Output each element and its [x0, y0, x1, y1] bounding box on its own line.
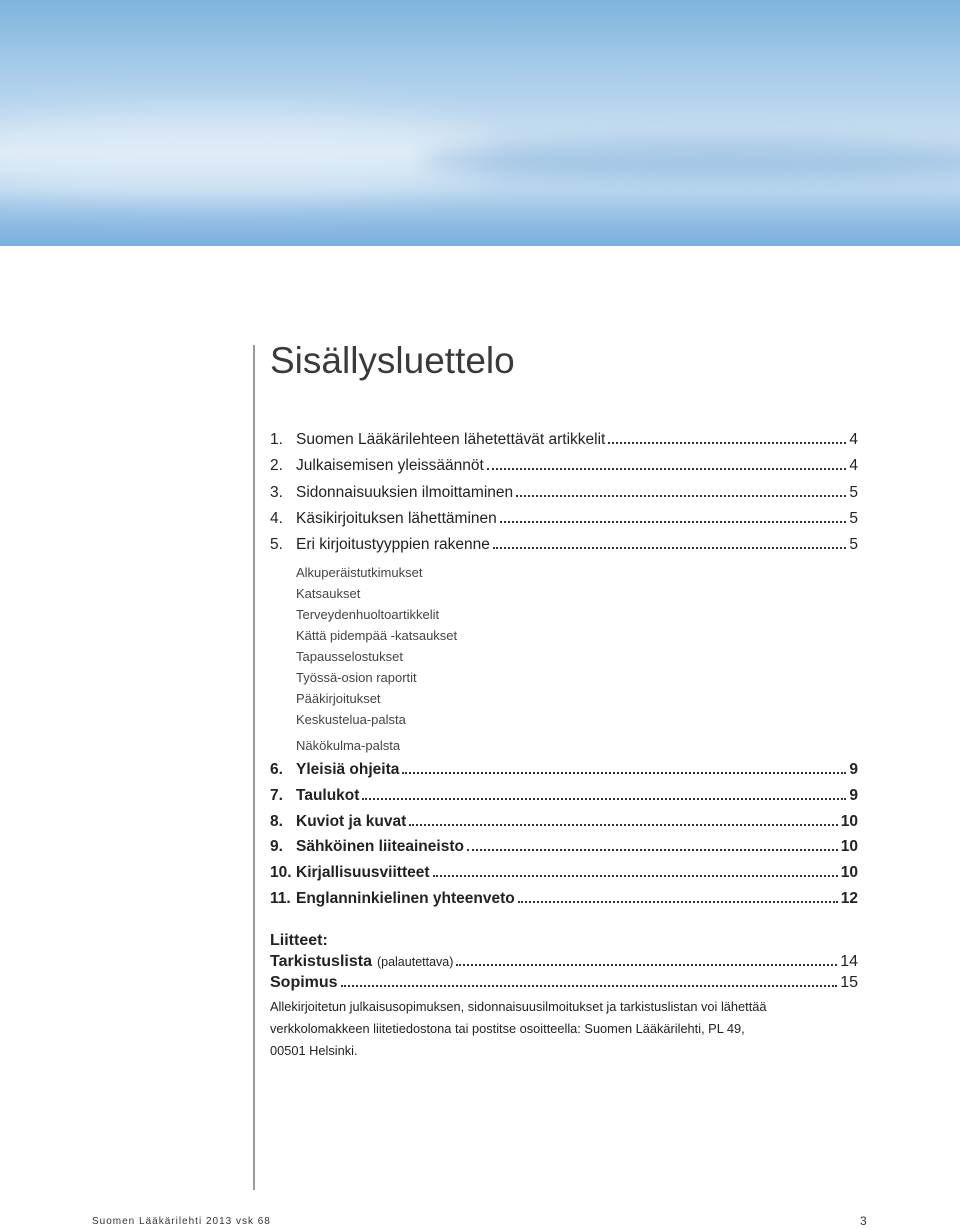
dot-leader	[402, 772, 846, 774]
dot-leader	[362, 798, 846, 800]
toc-entry-label: Käsikirjoituksen lähettäminen	[296, 510, 497, 527]
toc-subentry[interactable]: Näkökulma-palsta	[296, 738, 401, 753]
toc-entry-number: 4.	[270, 510, 283, 527]
toc-subentry[interactable]: Pääkirjoitukset	[296, 691, 381, 706]
toc-entry-label: Eri kirjoitustyyppien rakenne	[296, 536, 490, 553]
toc-entry-page: 5	[849, 536, 858, 553]
toc-entry-page: 9	[849, 787, 858, 804]
toc-entry-10[interactable]	[270, 864, 858, 886]
toc-entry-number: 5.	[270, 536, 283, 553]
dot-leader	[456, 964, 837, 966]
footer-publication: Suomen Lääkärilehti 2013 vsk 68	[92, 1216, 271, 1227]
toc-entry-number: 8.	[270, 813, 283, 830]
header-sky-image	[0, 0, 960, 246]
toc-entry-page: 9	[849, 761, 858, 778]
toc-subentry[interactable]: Keskustelua-palsta	[296, 712, 406, 727]
toc-entry-3[interactable]	[270, 484, 858, 506]
appendix-entry-checklist[interactable]	[270, 953, 858, 975]
appendix-instructions	[270, 996, 850, 1062]
toc-subentry[interactable]: Tapausselostukset	[296, 649, 403, 664]
toc-entry-5[interactable]	[270, 536, 858, 558]
toc-entry-4[interactable]	[270, 510, 858, 532]
toc-subentry[interactable]: Työssä-osion raportit	[296, 670, 417, 685]
toc-entry-page: 12	[840, 890, 858, 907]
toc-entry-page: 4	[849, 431, 858, 448]
toc-entry-number: 10.	[270, 864, 292, 881]
toc-entry-6[interactable]	[270, 761, 858, 783]
toc-entry-number: 6.	[270, 761, 283, 778]
dot-leader	[433, 875, 838, 877]
banner-haze	[0, 190, 960, 246]
toc-entry-9[interactable]	[270, 838, 858, 860]
toc-entry-1[interactable]	[270, 431, 858, 453]
toc-entry-page: 10	[840, 864, 858, 881]
toc-entry-2[interactable]	[270, 457, 858, 479]
toc-entry-page: 5	[849, 510, 858, 527]
page-title: Sisällysluettelo	[270, 340, 515, 381]
appendix-page: 14	[840, 953, 858, 970]
footer-page-number: 3	[860, 1214, 867, 1228]
appendix-label: Sopimus	[270, 974, 338, 991]
dot-leader	[467, 849, 838, 851]
toc-entry-number: 3.	[270, 484, 283, 501]
toc-entry-label: Taulukot	[296, 787, 360, 804]
toc-subentry[interactable]: Kättä pidempää -katsaukset	[296, 628, 458, 643]
banner-haze	[420, 140, 960, 180]
toc-entry-label: Sähköinen liiteaineisto	[296, 838, 464, 855]
toc-entry-label: Julkaisemisen yleissäännöt	[296, 457, 484, 474]
toc-entry-7[interactable]	[270, 787, 858, 809]
toc-entry-label: Yleisiä ohjeita	[296, 761, 400, 778]
appendix-note: (palautettava)	[376, 955, 454, 969]
dot-leader	[341, 985, 838, 987]
appendix-entry-agreement[interactable]	[270, 974, 858, 996]
appendices-heading: Liitteet:	[270, 932, 328, 949]
toc-entry-page: 4	[849, 457, 858, 474]
toc-entry-11[interactable]	[270, 890, 858, 912]
toc-entry-label: Kuviot ja kuvat	[296, 813, 407, 830]
appendix-label: Tarkistuslista	[270, 953, 372, 970]
dot-leader	[409, 824, 838, 826]
dot-leader	[516, 495, 846, 497]
toc-entry-label: Sidonnaisuuksien ilmoittaminen	[296, 484, 514, 501]
toc-subentry[interactable]: Terveydenhuoltoartikkelit	[296, 607, 440, 622]
toc-entry-number: 9.	[270, 838, 283, 855]
toc-entry-label: Suomen Lääkärilehteen lähetettävät artikkelit	[296, 431, 606, 448]
dot-leader	[518, 901, 838, 903]
appendix-page: 15	[840, 974, 858, 991]
toc-subentry[interactable]: Katsaukset	[296, 586, 361, 601]
paragraph-line: verkkolomakkeen liitetiedostona tai postitse osoitteella: Suomen Lääkärilehti, PL 49,	[270, 1021, 745, 1036]
banner-haze	[0, 110, 500, 200]
toc-entry-number: 11.	[270, 890, 291, 907]
toc-entry-page: 5	[849, 484, 858, 501]
dot-leader	[608, 442, 846, 444]
toc-entry-number: 7.	[270, 787, 283, 804]
dot-leader	[487, 468, 847, 470]
dot-leader	[500, 521, 847, 523]
toc-entry-8[interactable]	[270, 813, 858, 835]
toc-entry-number: 1.	[270, 431, 283, 448]
paragraph-line: 00501 Helsinki.	[270, 1043, 358, 1058]
toc-subentry[interactable]: Alkuperäistutkimukset	[296, 565, 423, 580]
toc-entry-page: 10	[840, 813, 858, 830]
toc-entry-number: 2.	[270, 457, 283, 474]
paragraph-line: Allekirjoitetun julkaisusopimuksen, sidonnaisuusilmoitukset ja tarkistuslistan voi lähettää	[270, 999, 767, 1014]
toc-entry-page: 10	[840, 838, 858, 855]
dot-leader	[493, 547, 847, 549]
vertical-rule	[253, 345, 255, 1190]
toc-entry-label: Kirjallisuusviitteet	[296, 864, 430, 881]
toc-entry-label: Englanninkielinen yhteenveto	[296, 890, 515, 907]
